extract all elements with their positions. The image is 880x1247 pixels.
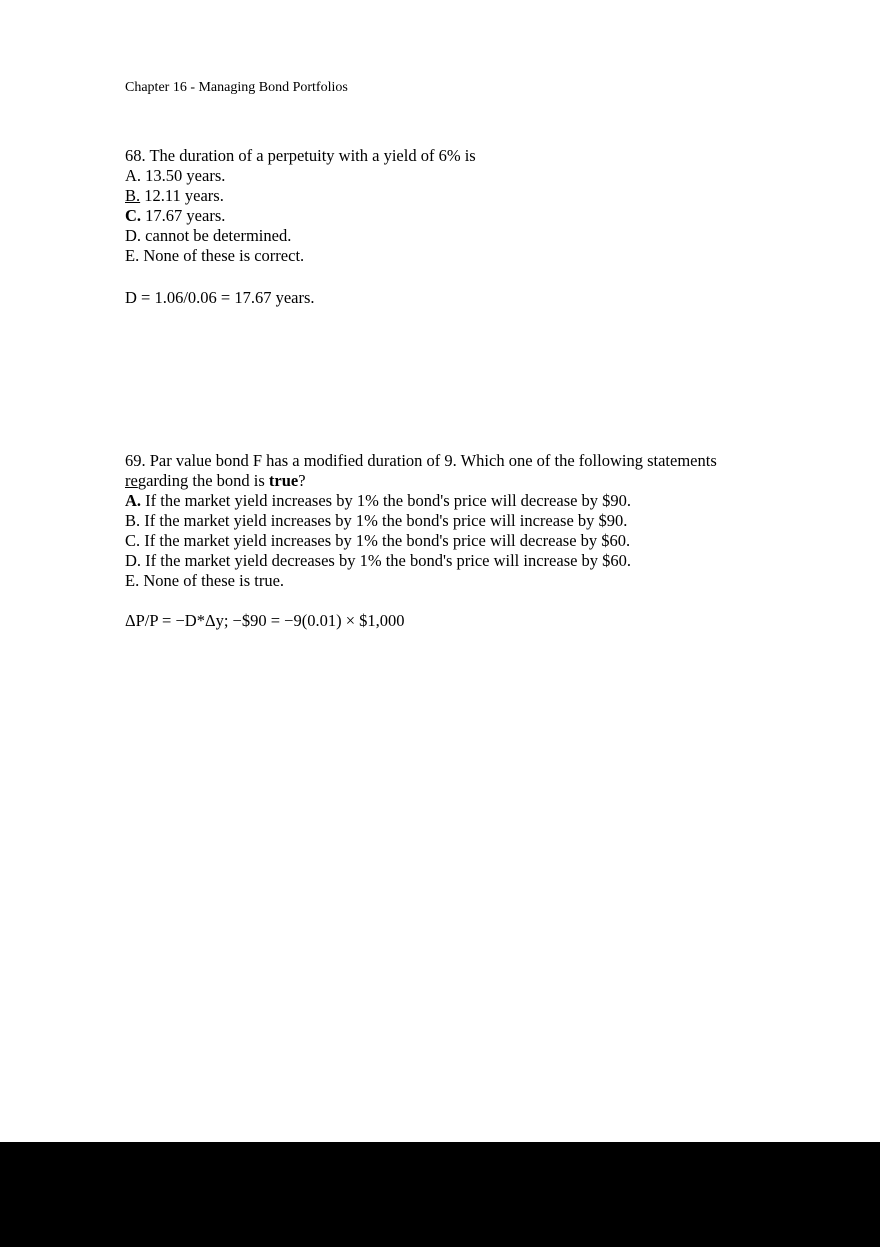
question-68-option-c [125, 206, 775, 226]
option-label: B. [125, 186, 141, 205]
question-68-option-d [125, 226, 775, 246]
question-68-solution: D = 1.06/0.06 = 17.67 years. [125, 288, 315, 307]
question-69-option-b [125, 511, 775, 531]
question-68-stem-line [125, 146, 775, 166]
page-header: Chapter 16 - Managing Bond Portfolios [125, 80, 348, 95]
question-68-option-a [125, 166, 775, 186]
question-69-solution: ΔP/P = −D*Δy; −$90 = −9(0.01) × $1,000 [125, 611, 405, 630]
option-label: E. [125, 571, 140, 590]
question-69-stem-line-2 [125, 471, 775, 491]
option-text: 13.50 years. [145, 166, 226, 185]
scan-edge-bar [0, 1142, 880, 1247]
question-69-option-d [125, 551, 775, 571]
option-label: C. [125, 531, 141, 550]
option-label: A. [125, 491, 142, 510]
question-68-option-e [125, 246, 775, 266]
option-label: A. [125, 166, 142, 185]
option-label: D. [125, 551, 142, 570]
option-text: If the market yield increases by 1% the bond's price will increase by $90. [144, 511, 628, 530]
question-68-option-b [125, 186, 775, 206]
question-69-stem-line-1 [125, 451, 775, 471]
question-69-option-e [125, 571, 775, 591]
question-69 [125, 451, 775, 591]
option-text: If the market yield increases by 1% the bond's price will decrease by $90. [145, 491, 632, 510]
option-label: B. [125, 511, 141, 530]
option-text: 12.11 years. [144, 186, 224, 205]
question-69-option-c [125, 531, 775, 551]
option-label: D. [125, 226, 142, 245]
option-text: If the market yield decreases by 1% the bond's price will increase by $60. [145, 551, 632, 570]
stem-segment: 69. Par value bond F has a modified duration of 9. Which one of the following statements [125, 451, 717, 470]
stem-segment: garding the bond is [137, 471, 269, 490]
option-text: 17.67 years. [145, 206, 226, 225]
question-68 [125, 146, 775, 266]
option-label: C. [125, 206, 142, 225]
option-label: E. [125, 246, 140, 265]
option-text: None of these is correct. [143, 246, 305, 265]
stem-segment: re [125, 471, 138, 490]
stem-segment: true [268, 471, 299, 490]
option-text: cannot be determined. [145, 226, 292, 245]
stem-segment: ? [298, 471, 306, 490]
option-text: None of these is true. [143, 571, 285, 590]
option-text: If the market yield increases by 1% the bond's price will decrease by $60. [144, 531, 631, 550]
question-69-option-a [125, 491, 775, 511]
stem-segment: 68. The duration of a perpetuity with a yield of 6% is [125, 146, 476, 165]
